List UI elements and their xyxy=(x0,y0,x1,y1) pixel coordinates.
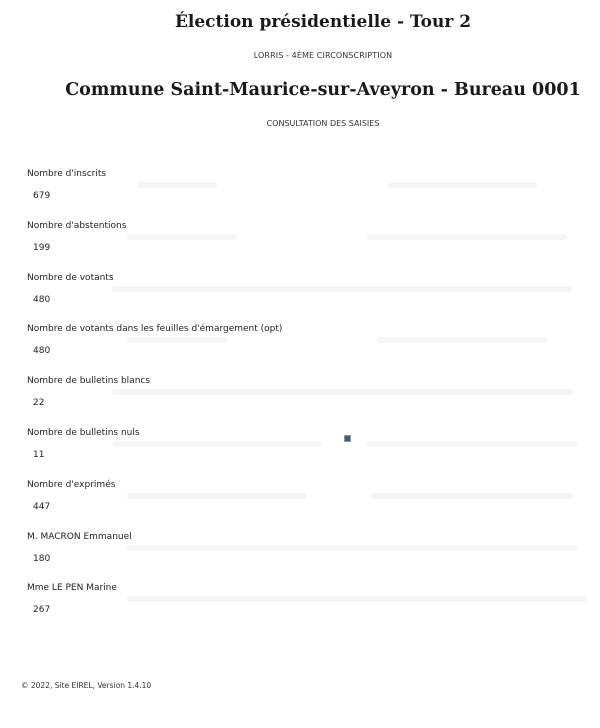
ghost-placeholder xyxy=(137,182,217,188)
ghost-placeholder xyxy=(387,182,537,188)
field-candidate-macron xyxy=(27,531,587,583)
field-value: 180 xyxy=(33,553,51,564)
field-value: 199 xyxy=(33,242,51,253)
field-value: 679 xyxy=(33,191,51,201)
field-label: Nombre d'abstentions xyxy=(27,220,127,231)
field-value: 480 xyxy=(33,346,51,357)
drag-handle-icon[interactable] xyxy=(344,435,351,442)
field-label: Nombre de votants dans les feuilles d'émargement (opt) xyxy=(27,324,283,335)
footer-copyright: © 2022, Site EIREL, Version 1.4.10 xyxy=(21,681,152,690)
field-candidate-le-pen xyxy=(27,582,587,634)
ghost-placeholder xyxy=(127,493,307,499)
ghost-placeholder xyxy=(127,596,587,602)
commune-heading: Commune Saint-Maurice-sur-Aveyron - Bureau 0001 xyxy=(65,80,581,100)
field-votants-emargement xyxy=(27,323,587,375)
field-nuls xyxy=(27,427,587,479)
field-label: M. MACRON Emmanuel xyxy=(27,531,132,542)
ghost-placeholder xyxy=(127,545,577,551)
ghost-placeholder xyxy=(112,389,572,395)
field-inscrits xyxy=(27,168,587,220)
field-value: 22 xyxy=(33,398,45,409)
field-label: Nombre de votants xyxy=(27,272,114,283)
ghost-placeholder xyxy=(367,234,567,240)
results-form xyxy=(27,168,587,634)
page-subtitle: LORRIS - 4ÈME CIRCONSCRIPTION xyxy=(253,51,393,60)
field-label: Nombre d'exprimés xyxy=(27,479,116,490)
field-votants xyxy=(27,272,587,324)
ghost-placeholder xyxy=(127,337,227,343)
field-blancs xyxy=(27,375,587,427)
field-label: Mme LE PEN Marine xyxy=(27,583,117,594)
ghost-placeholder xyxy=(112,441,322,447)
field-exprimes xyxy=(27,479,587,531)
field-value: 447 xyxy=(33,501,51,512)
page-title: Élection présidentielle - Tour 2 xyxy=(174,12,472,32)
field-label: Nombre de bulletins blancs xyxy=(27,376,151,387)
field-label: Nombre de bulletins nuls xyxy=(27,427,140,438)
ghost-placeholder xyxy=(372,493,572,499)
field-value: 267 xyxy=(33,605,51,616)
ghost-placeholder xyxy=(377,337,547,343)
field-label: Nombre d'inscrits xyxy=(27,169,107,179)
field-abstentions xyxy=(27,220,587,272)
field-value: 11 xyxy=(33,449,45,460)
section-heading: CONSULTATION DES SAISIES xyxy=(266,119,380,128)
field-value: 480 xyxy=(33,294,51,305)
ghost-placeholder xyxy=(112,286,572,292)
ghost-placeholder xyxy=(127,234,237,240)
ghost-placeholder xyxy=(367,441,577,447)
